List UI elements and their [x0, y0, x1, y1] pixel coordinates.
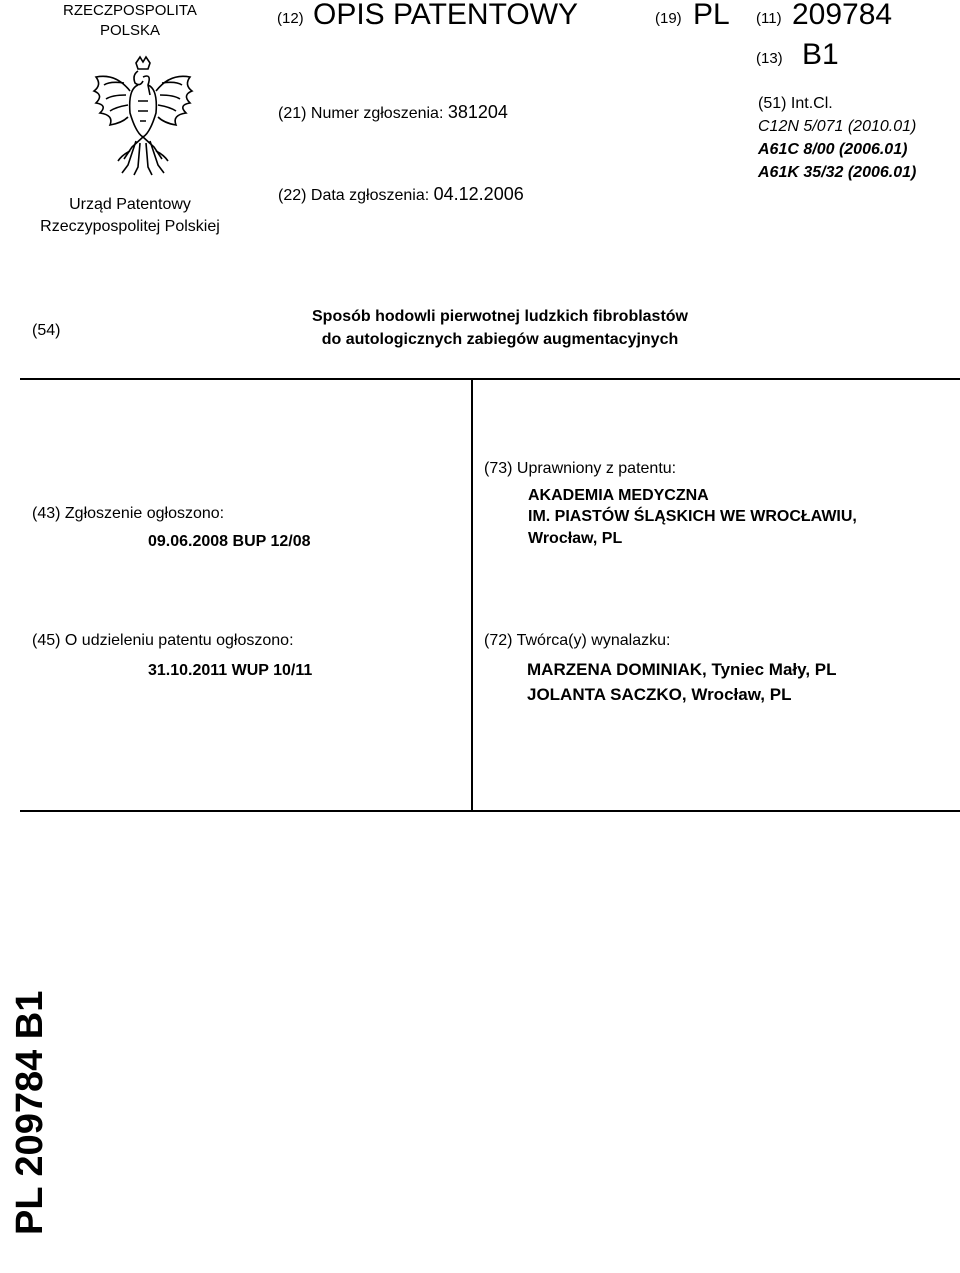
- application-number: 381204: [447, 102, 508, 122]
- publication-value: 09.06.2008 BUP 12/08: [148, 533, 311, 550]
- office-name-line1: Urząd Patentowy: [69, 196, 191, 213]
- grant-label: (45) O udzieleniu patentu ogłoszono:: [32, 632, 294, 649]
- inventor-line: JOLANTA SACZKO, Wrocław, PL: [527, 685, 792, 704]
- inventors-label: (72) Twórca(y) wynalazku:: [484, 632, 671, 649]
- application-number-label: (21) Numer zgłoszenia:: [278, 105, 444, 122]
- int-cl-code: A61K 35/32 (2006.01): [758, 164, 917, 181]
- int-cl-code: A61C 8/00 (2006.01): [758, 141, 908, 158]
- country-name-line2: POLSKA: [99, 22, 161, 39]
- publication-label: (43) Zgłoszenie ogłoszono:: [32, 505, 225, 522]
- int-cl-code: C12N 5/071 (2010.01): [758, 118, 917, 135]
- proprietor-label: (73) Uprawniony z patentu:: [484, 460, 677, 477]
- kind-code: B1: [802, 38, 839, 71]
- int-cl-label: (51) Int.Cl.: [758, 95, 833, 112]
- document-type: OPIS PATENTOWY: [313, 0, 579, 31]
- divider-line: [20, 378, 960, 380]
- code-19: (19): [655, 10, 682, 27]
- patent-number: 209784: [792, 0, 893, 31]
- application-date: 04.12.2006: [433, 184, 524, 204]
- application-date-label: (22) Data zgłoszenia:: [278, 187, 430, 204]
- grant-value: 31.10.2011 WUP 10/11: [148, 662, 313, 679]
- invention-title-line2: do autologicznych zabiegów augmentacyjnych: [321, 331, 679, 348]
- application-date-row: [278, 184, 524, 205]
- invention-title-line1: Sposób hodowli pierwotnej ludzkich fibroblastów: [312, 308, 688, 325]
- side-patent-label: PL 209784 B1: [9, 990, 51, 1235]
- code-12: (12): [277, 10, 304, 27]
- proprietor-line: AKADEMIA MEDYCZNA: [528, 487, 709, 504]
- code-13: (13): [756, 50, 783, 67]
- divider-line: [20, 810, 960, 812]
- eagle-emblem-icon: [88, 55, 198, 180]
- application-number-row: [278, 102, 508, 123]
- country-code: PL: [693, 0, 730, 31]
- code-11: (11): [756, 10, 782, 27]
- proprietor-line: IM. PIASTÓW ŚLĄSKICH WE WROCŁAWIU,: [528, 508, 857, 525]
- office-name-line2: Rzeczypospolitej Polskiej: [40, 218, 220, 235]
- inventor-line: MARZENA DOMINIAK, Tyniec Mały, PL: [527, 660, 837, 679]
- proprietor-line: Wrocław, PL: [528, 530, 623, 547]
- title-code: (54): [32, 322, 61, 339]
- country-name-line1: RZECZPOSPOLITA: [63, 2, 197, 19]
- column-divider: [471, 378, 473, 810]
